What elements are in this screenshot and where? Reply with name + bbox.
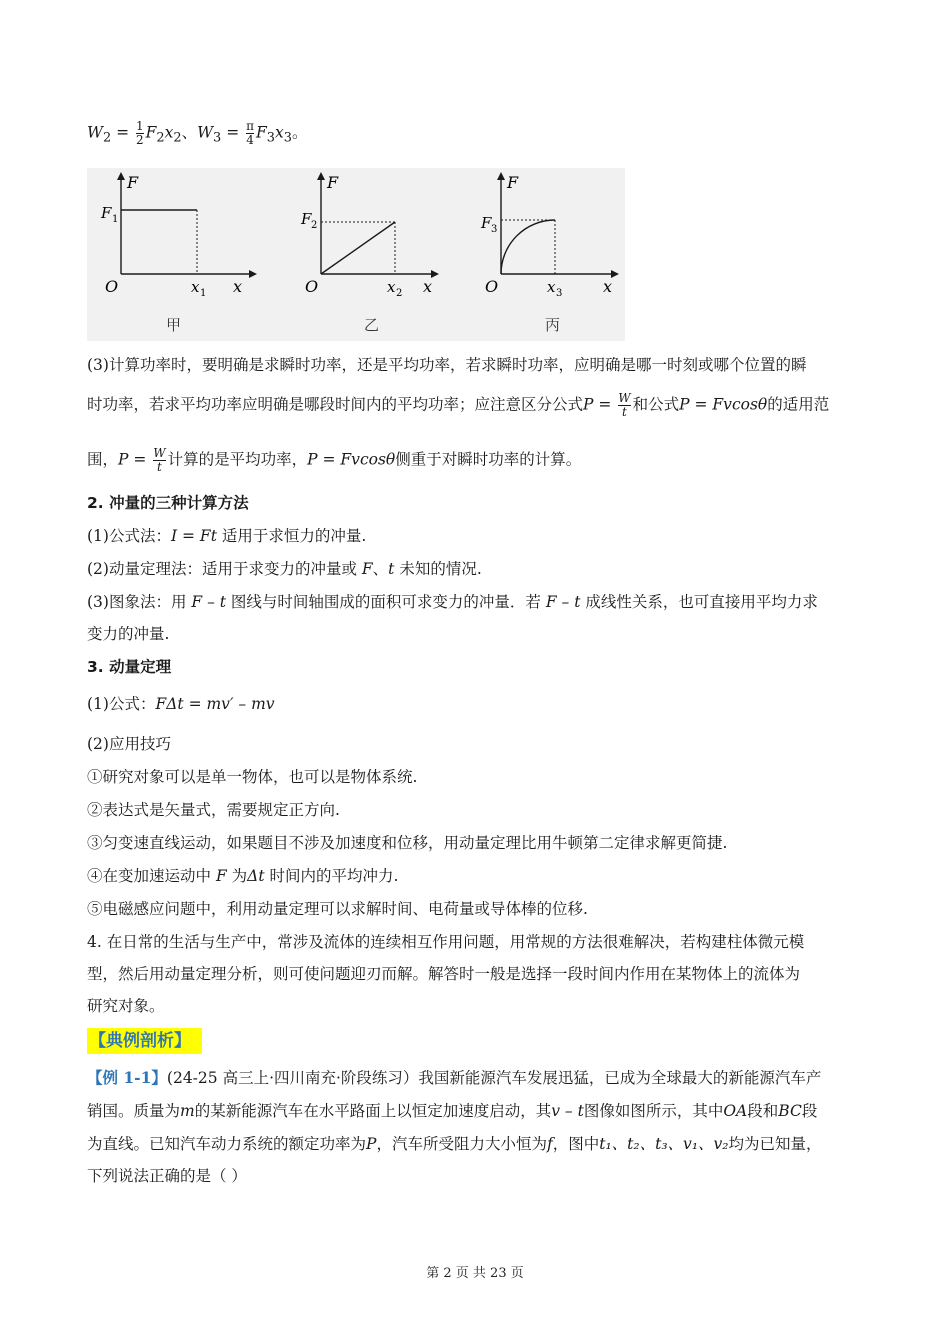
pi-numerator: π bbox=[246, 119, 254, 133]
p-fv-formula-2: P = Fvcosθ bbox=[307, 450, 396, 469]
f2-symbol: F bbox=[145, 123, 157, 142]
half-denominator: 2 bbox=[136, 133, 144, 147]
section2-item2-t: t bbox=[388, 560, 395, 578]
section2-item3-a: (3)图象法：用 bbox=[87, 593, 192, 611]
y-axis-arrow bbox=[117, 172, 125, 180]
section4-line3: 研究对象。 bbox=[87, 997, 165, 1015]
section3-tip4 bbox=[87, 865, 398, 887]
example-line3-c: ，图中 bbox=[552, 1135, 600, 1153]
para3-line3 bbox=[87, 447, 581, 474]
y-axis-label: F bbox=[127, 173, 139, 192]
pi-fraction bbox=[246, 120, 254, 147]
example-bc: BC bbox=[778, 1102, 802, 1120]
example-line3 bbox=[87, 1133, 822, 1155]
example-vt: v – t bbox=[551, 1102, 584, 1120]
pi-denominator: 4 bbox=[246, 133, 254, 147]
example-power: P bbox=[366, 1135, 377, 1153]
section3-tip2: ②表达式是矢量式，需要规定正方向. bbox=[87, 801, 340, 819]
example-line1 bbox=[87, 1067, 821, 1089]
section3-tip4-f: F bbox=[215, 867, 227, 885]
figure-strip bbox=[87, 168, 625, 341]
separator: 、 bbox=[181, 123, 198, 142]
f-level-label: F bbox=[481, 214, 492, 232]
half-fraction bbox=[136, 120, 144, 147]
x2-symbol: x bbox=[164, 123, 174, 142]
x-tick-sub: 3 bbox=[556, 288, 563, 299]
section2-item2-b: 未知的情况. bbox=[394, 560, 482, 578]
example-vars: t₁、t₂、t₃、v₁、v₂ bbox=[599, 1135, 729, 1153]
example-line1-text: (24-25 高三上·四川南充·阶段练习）我国新能源汽车发展迅猛，已成为全球最大的新能源汽车产 bbox=[166, 1069, 822, 1087]
example-friction: f bbox=[546, 1135, 553, 1153]
example-line3-b: ，汽车所受阻力大小恒为 bbox=[376, 1135, 547, 1153]
section3-tip3: ③匀变速直线运动，如果题目不涉及加速度和位移，用动量定理比用牛顿第二定律求解更简捷. bbox=[87, 834, 728, 852]
example-line2 bbox=[87, 1100, 817, 1122]
p-fv-formula: P = Fvcosθ bbox=[679, 395, 768, 414]
linear-line bbox=[321, 222, 395, 274]
y-axis-arrow bbox=[497, 172, 505, 180]
p-eq: P = bbox=[583, 395, 617, 414]
section3-tip4-b: 为 bbox=[226, 867, 248, 885]
example-mass: m bbox=[180, 1102, 195, 1120]
para3-line3-text-b: 计算的是平均功率， bbox=[167, 450, 308, 469]
figure-jia bbox=[97, 168, 257, 308]
section2-item3-ft: F – t bbox=[191, 593, 226, 611]
graph-linear-force bbox=[297, 168, 457, 308]
eq-sign-2: = bbox=[221, 123, 245, 142]
caption-yi: 乙 bbox=[364, 316, 380, 334]
section3-tip5: ⑤电磁感应问题中，利用动量定理可以求解时间、电荷量或导体棒的位移. bbox=[87, 900, 588, 918]
example-oa: OA bbox=[723, 1102, 748, 1120]
x-axis-label: x bbox=[233, 277, 243, 296]
w-over-t-fraction-2 bbox=[153, 447, 165, 474]
para3-line2-text-c: 的适用范 bbox=[767, 395, 830, 414]
x2-subscript: 2 bbox=[173, 130, 182, 146]
section3-item2: (2)应用技巧 bbox=[87, 735, 171, 753]
section3-tip4-a: ④在变加速运动中 bbox=[87, 867, 216, 885]
section3-item1 bbox=[87, 693, 275, 715]
half-numerator: 1 bbox=[136, 119, 144, 133]
f-level-label: F bbox=[301, 210, 312, 228]
f3-symbol: F bbox=[256, 123, 267, 142]
w3-symbol: W bbox=[197, 123, 214, 142]
x-axis-label: x bbox=[603, 277, 613, 296]
eq-sign: = bbox=[111, 123, 134, 142]
example-line3-d: 均为已知量， bbox=[728, 1135, 822, 1153]
w2-subscript: 2 bbox=[102, 130, 112, 146]
example-line4: 下列说法正确的是（ ） bbox=[87, 1167, 247, 1185]
page-footer: 第 2 页 共 23 页 bbox=[426, 1266, 524, 1281]
section2-item1-a: (1)公式法： bbox=[87, 527, 171, 545]
w-numerator-2: W bbox=[153, 446, 166, 460]
graph-constant-force bbox=[97, 168, 257, 308]
section2-item2-a: (2)动量定理法：适用于求变力的冲量或 bbox=[87, 560, 362, 578]
section3-tip4-dt: Δt bbox=[247, 867, 265, 885]
para3-line1: (3)计算功率时，要明确是求瞬时功率，还是平均功率，若求瞬时功率，应明确是哪一时刻或哪个位置的瞬 bbox=[87, 356, 807, 374]
w-over-t-fraction bbox=[618, 392, 630, 419]
section2-item3-line2: 变力的冲量. bbox=[87, 625, 170, 643]
para3-line3-text-c: 侧重于对瞬时功率的计算。 bbox=[395, 450, 582, 469]
f-level-sub: 3 bbox=[491, 224, 498, 235]
origin-label: O bbox=[105, 277, 119, 296]
formula-top bbox=[87, 120, 307, 150]
section2-item2-f: F bbox=[361, 560, 373, 578]
para3-line2 bbox=[87, 392, 829, 419]
x-axis-arrow bbox=[431, 270, 439, 278]
caption-bing: 丙 bbox=[545, 316, 561, 334]
section4-line1: 4. 在日常的生活与生产中，常涉及流体的连续相互作用问题，用常规的方法很难解决，若构建柱体微元模 bbox=[87, 933, 805, 951]
section3-heading: 3. 动量定理 bbox=[87, 658, 172, 676]
example-analysis-tag: 【典例剖析】 bbox=[87, 1028, 202, 1054]
x-tick-label: x bbox=[547, 278, 556, 296]
example-line2-d: 段和 bbox=[747, 1102, 779, 1120]
y-axis-label: F bbox=[327, 173, 339, 192]
section2-item3-b: 图线与时间轴围成的面积可求变力的冲量．若 bbox=[225, 593, 546, 611]
p-eq-2: P = bbox=[118, 450, 152, 469]
section2-item1 bbox=[87, 525, 366, 547]
section2-item3-c: 成线性关系，也可直接用平均力求 bbox=[580, 593, 818, 611]
x-tick-label: x bbox=[387, 278, 396, 296]
x-tick-sub: 2 bbox=[396, 288, 403, 299]
w-numerator: W bbox=[618, 391, 631, 405]
para3-line3-text-a: 围， bbox=[87, 450, 119, 469]
w3-subscript: 3 bbox=[213, 130, 222, 146]
example-label: 【例 1-1】 bbox=[87, 1068, 167, 1087]
section2-item2-sep: 、 bbox=[372, 560, 389, 578]
f3-subscript: 3 bbox=[266, 130, 275, 146]
section4-line2: 型，然后用动量定理分析，则可使问题迎刃而解。解答时一般是选择一段时间内作用在某物体上的流体为 bbox=[87, 965, 801, 983]
period: 。 bbox=[291, 123, 308, 142]
f-level-label: F bbox=[101, 204, 112, 222]
t-denominator-2: t bbox=[153, 460, 165, 474]
y-axis-arrow bbox=[317, 172, 325, 180]
para3-line2-text-b: 和公式 bbox=[632, 395, 680, 414]
impulse-formula: I = Ft bbox=[170, 527, 217, 545]
f-level-sub: 2 bbox=[311, 220, 318, 231]
momentum-theorem-formula: FΔt = mv′ – mv bbox=[155, 695, 275, 713]
para3-line2-text-a: 时功率，若求平均功率应明确是哪段时间内的平均功率；应注意区分公式 bbox=[87, 395, 584, 414]
x-tick-label: x bbox=[191, 278, 200, 296]
origin-label: O bbox=[485, 277, 499, 296]
example-line2-c: 图像如图所示，其中 bbox=[583, 1102, 724, 1120]
section2-item2 bbox=[87, 558, 482, 580]
t-denominator: t bbox=[618, 405, 630, 419]
quarter-circle-curve bbox=[501, 220, 555, 274]
x-axis-arrow bbox=[249, 270, 257, 278]
example-line2-b: 的某新能源汽车在水平路面上以恒定加速度启动，其 bbox=[194, 1102, 552, 1120]
example-line2-a: 销国。质量为 bbox=[87, 1102, 181, 1120]
figure-yi bbox=[297, 168, 457, 308]
f-level-sub: 1 bbox=[112, 214, 119, 225]
section3-tip4-c: 时间内的平均冲力. bbox=[264, 867, 399, 885]
x-axis-label: x bbox=[423, 277, 433, 296]
y-axis-label: F bbox=[507, 173, 519, 192]
x-tick-sub: 1 bbox=[200, 288, 207, 299]
example-line3-a: 为直线。已知汽车动力系统的额定功率为 bbox=[87, 1135, 367, 1153]
section3-tip1: ①研究对象可以是单一物体，也可以是物体系统. bbox=[87, 768, 418, 786]
x3-subscript: 3 bbox=[283, 130, 292, 146]
x3-symbol: x bbox=[274, 123, 284, 142]
caption-jia: 甲 bbox=[166, 316, 182, 334]
f2-subscript: 2 bbox=[156, 130, 165, 146]
origin-label: O bbox=[305, 277, 319, 296]
x-axis-arrow bbox=[611, 270, 619, 278]
figure-bing bbox=[477, 168, 625, 308]
section2-item1-b: 适用于求恒力的冲量. bbox=[216, 527, 367, 545]
example-line2-e: 段 bbox=[801, 1102, 818, 1120]
section2-item3 bbox=[87, 591, 818, 613]
section3-item1-a: (1)公式： bbox=[87, 695, 156, 713]
graph-quarter-circle-force bbox=[477, 168, 625, 308]
section2-item3-ft-2: F – t bbox=[545, 593, 581, 611]
section2-heading: 2. 冲量的三种计算方法 bbox=[87, 494, 249, 512]
w2-symbol: W bbox=[87, 123, 103, 142]
